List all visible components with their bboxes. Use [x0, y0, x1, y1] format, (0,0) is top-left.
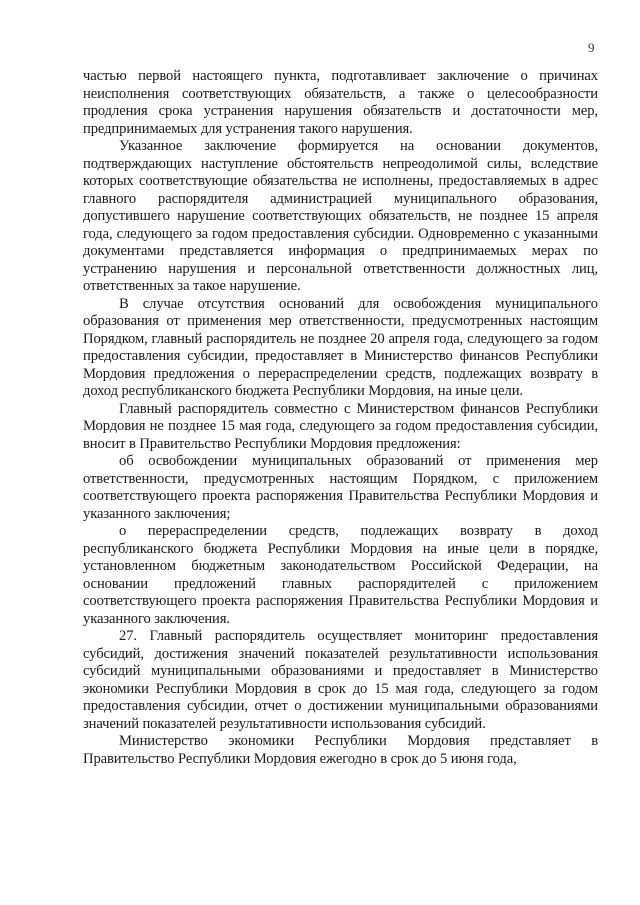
paragraph-2: Указанное заключение формируется на основании документов, подтверждающих наступление обстоятельств непреодолимой силы, вследствие которых соответствующие обязательства не исполнены, предоставляемых в адрес главного распорядителя администрацией муниципального образования, допустившего нарушение соответствующих обязательств, не позднее 15 апреля года, следующего за годом предоставления субсидии. Одновременно с указанными документами представляется информация о предпринимаемых мерах по устранению нарушения и персональной ответственности должностных лиц, ответственных за такое нарушение. — [83, 138, 598, 294]
paragraph-8: Министерство экономики Республики Мордовия представляет в Правительство Республики Мордовия ежегодно в срок до 5 июня года, — [83, 733, 598, 767]
paragraph-6: о перераспределении средств, подлежащих возврату в доход республиканского бюджета Республики Мордовия на иные цели в порядке, установленном бюджетным законодательством Российской Федерации, на основании предложений главных распорядителей с приложением соответствующего проекта распоряжения Правительства Республики Мордовия и указанного заключения. — [83, 523, 598, 627]
document-body — [83, 68, 598, 768]
paragraph-1: частью первой настоящего пункта, подготавливает заключение о причинах неисполнения соответствующих обязательств, а также о целесообразности продления срока устранения нарушения обязательств и достаточности мер, предпринимаемых для устранения такого нарушения. — [83, 68, 598, 137]
paragraph-4: Главный распорядитель совместно с Министерством финансов Республики Мордовия не позднее 15 мая года, следующего за годом предоставления субсидии, вносит в Правительство Республики Мордовия предложения: — [83, 400, 598, 452]
paragraph-3: В случае отсутствия оснований для освобождения муниципального образования от применения мер ответственности, предусмотренных настоящим Порядком, главный распорядитель не позднее 20 апреля года, следующего за годом предоставления субсидии, предоставляет в Министерство финансов Республики Мордовия предложения о перераспределении средств, подлежащих возврату в доход республиканского бюджета Республики Мордовия, на иные цели. — [83, 295, 598, 399]
paragraph-7: 27. Главный распорядитель осуществляет мониторинг предоставления субсидий, достижения значений показателей результативности использования субсидий муниципальными образованиями и предоставляет в Министерство экономики Республики Мордовия в срок до 15 мая года, следующего за годом предоставления субсидии, отчет о достижении муниципальными образованиями значений показателей результативности использования субсидий. — [83, 628, 598, 732]
paragraph-5: об освобождении муниципальных образований от применения мер ответственности, предусмотренных настоящим Порядком, с приложением соответствующего проекта распоряжения Правительства Республики Мордовия и указанного заключения; — [83, 453, 598, 522]
page-number: 9 — [588, 40, 595, 55]
